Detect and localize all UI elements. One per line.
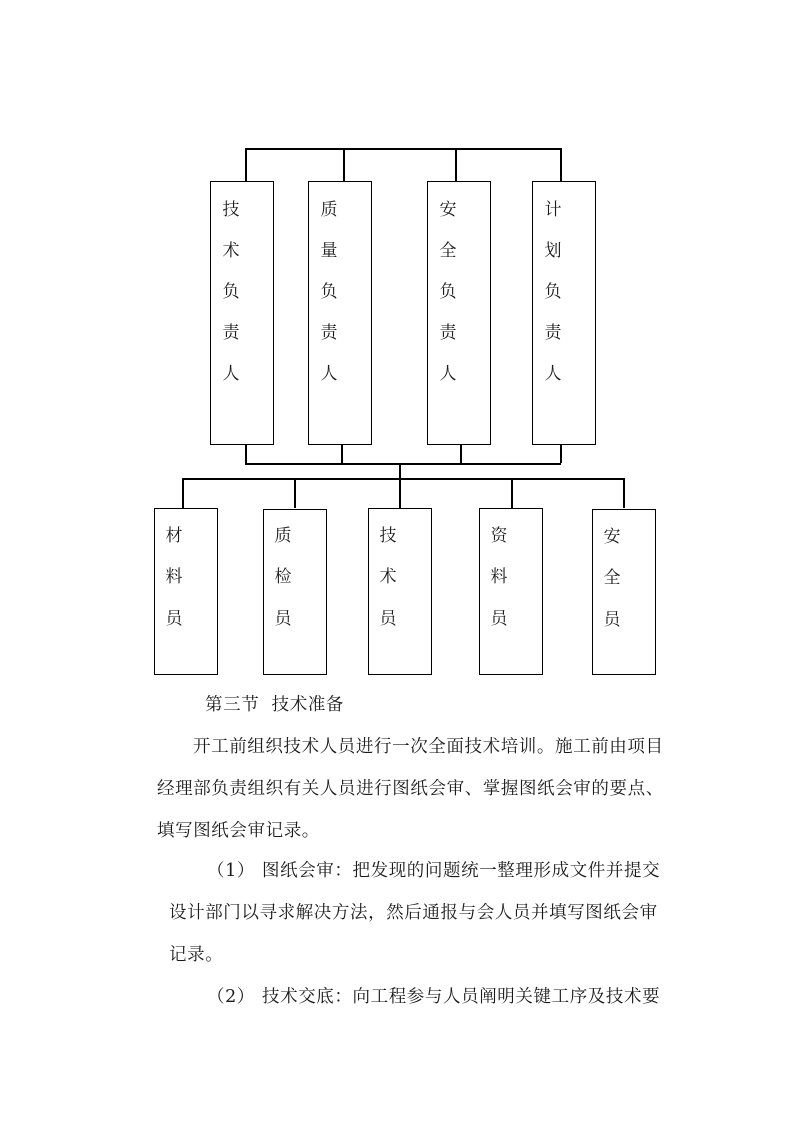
center-trunk-line [399, 463, 401, 478]
intro-line-3: 填写图纸会审记录。 [157, 821, 320, 841]
box-char: 术 [222, 241, 240, 261]
box-quality-inspector [263, 509, 327, 675]
box-char: 责 [320, 323, 338, 343]
top-bus-line [245, 148, 561, 150]
box-char: 安 [603, 527, 621, 547]
item-2-line-1: 技术交底：向工程参与人员阐明关键工序及技术要 [262, 987, 661, 1007]
item-1-line-1: 图纸会审：把发现的问题统一整理形成文件并提交 [262, 861, 661, 881]
item-2-number: （2） [207, 987, 255, 1007]
bottom-drop-3 [399, 478, 401, 508]
box-char: 料 [165, 567, 183, 587]
box-materials-clerk [154, 508, 218, 675]
box-char: 员 [603, 610, 621, 630]
box-tech-lead [210, 181, 274, 445]
box-char: 责 [439, 323, 457, 343]
item-1-line-2: 设计部门以寻求解决方法，然后通报与会人员并填写图纸会审 [169, 903, 658, 923]
rise-3 [460, 444, 462, 463]
rise-4 [560, 444, 562, 463]
box-char: 负 [320, 282, 338, 302]
box-char: 划 [544, 241, 562, 261]
item-1-number: （1） [207, 861, 255, 881]
box-planning-lead [532, 181, 596, 445]
rise-2 [341, 444, 343, 463]
box-quality-lead [308, 181, 372, 445]
box-char: 全 [439, 241, 457, 261]
box-char: 量 [320, 241, 338, 261]
box-char: 料 [490, 567, 508, 587]
box-char: 技 [379, 526, 397, 546]
box-char: 术 [379, 567, 397, 587]
top-drop-1 [245, 148, 247, 181]
box-char: 质 [274, 526, 292, 546]
box-char: 人 [320, 364, 338, 384]
box-char: 负 [222, 282, 240, 302]
box-char: 负 [544, 282, 562, 302]
rise-1 [245, 444, 247, 463]
bottom-bus-line [182, 478, 624, 480]
box-documentation-clerk [479, 508, 543, 675]
top-drop-4 [560, 148, 562, 181]
box-safety-officer [592, 509, 656, 675]
box-char: 计 [544, 200, 562, 220]
box-char: 质 [320, 200, 338, 220]
box-char: 检 [274, 567, 292, 587]
box-char: 责 [222, 323, 240, 343]
box-char: 员 [490, 609, 508, 629]
bottom-drop-2 [294, 478, 296, 508]
middle-collector-line [245, 463, 561, 465]
box-technician [368, 508, 432, 675]
bottom-drop-5 [623, 478, 625, 508]
bottom-drop-4 [511, 478, 513, 508]
box-char: 人 [439, 364, 457, 384]
box-char: 员 [379, 609, 397, 629]
box-char: 责 [544, 323, 562, 343]
box-char: 全 [603, 568, 621, 588]
top-drop-2 [343, 148, 345, 181]
box-safety-lead [427, 181, 491, 445]
box-char: 材 [165, 526, 183, 546]
intro-line-2: 经理部负责组织有关人员进行图纸会审、掌握图纸会审的要点、 [157, 779, 664, 799]
section-heading: 第三节 技术准备 [205, 695, 345, 715]
bottom-drop-1 [182, 478, 184, 508]
box-char: 资 [490, 526, 508, 546]
intro-line-1: 开工前组织技术人员进行一次全面技术培训。施工前由项目 [193, 737, 664, 757]
box-char: 员 [165, 609, 183, 629]
item-1-line-3: 记录。 [169, 945, 224, 965]
box-char: 负 [439, 282, 457, 302]
box-char: 安 [439, 200, 457, 220]
box-char: 人 [222, 364, 240, 384]
box-char: 员 [274, 609, 292, 629]
box-char: 人 [544, 364, 562, 384]
box-char: 技 [222, 200, 240, 220]
top-drop-3 [455, 148, 457, 181]
